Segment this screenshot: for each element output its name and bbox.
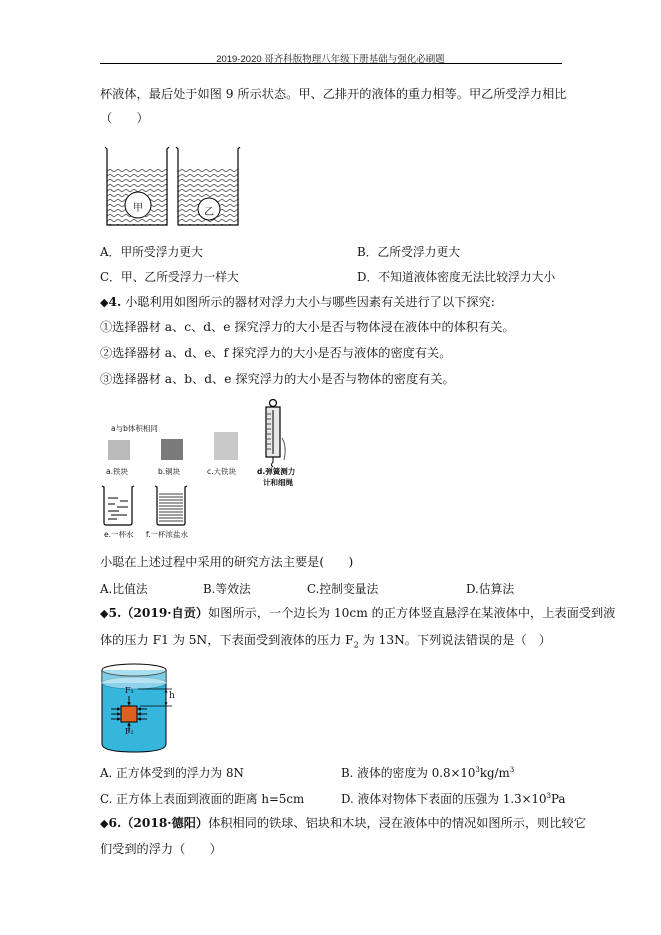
beaker-f-brine [154,484,188,526]
q5-option-d-post: Pa [550,792,566,806]
q5-stem-line2 [100,632,551,653]
q3-stem-line: 杯液体，最后处于如图 9 所示状态。甲、乙排开的液体的重力相等。甲乙所受浮力相比 [100,87,567,101]
ball-jia-label: 甲 [133,203,143,214]
q3-option-b: B．乙所受浮力更大 [357,245,461,259]
q6-marker: ◆ [100,817,109,830]
label-f1: F₁ [125,686,134,695]
q5-line2-b: 为 13N。下列说法错误的是（ ） [358,633,552,647]
q5-marker: ◆ [100,607,109,620]
q4-number: 4. [108,295,122,309]
q5-option-b-sup: 3 [475,766,480,775]
q5-option-d [341,790,565,807]
q4-fig-note: a与b体积相同 [111,424,158,433]
q5-option-b-sup2: 3 [509,766,515,775]
q3-answer-paren: （ ） [100,111,149,125]
q4-stem-text: 小聪利用如图所示的器材对浮力大小与哪些因素有关进行了以下探究: [125,295,495,309]
beaker-e-water [101,484,135,526]
q3-option-c: C．甲、乙所受浮力一样大 [100,270,239,284]
q3-option-a: A．甲所受浮力更大 [100,245,203,259]
q5-line2-a: 体的压力 F1 为 5N，下表面受到液体的压力 F [100,633,354,647]
q5-option-a: A. 正方体受到的浮力为 8N [100,766,244,780]
q4-option-b: B.等效法 [203,582,251,596]
q5-option-d-pre: D. 液体对物体下表面的压强为 1.3×10 [341,792,547,806]
label-a: a.铁块 [106,467,128,476]
q4-option-c: C.控制变量法 [307,582,379,596]
label-c: c.大铁块 [207,467,237,476]
label-f: f.一杯浓盐水 [146,530,188,539]
q5-line1-text: 如图所示，一个边长为 10cm 的正方体竖直悬浮在某液体中，上表面受到液 [208,606,616,620]
q4-option-d: D.估算法 [466,582,515,596]
large-iron-block-c [214,432,238,460]
q5-option-b-post: kg/m [479,766,510,780]
q5-head: 5.（2019·自贡） [108,606,209,620]
q4-item-3: ③选择器材 a、b、d、e 探究浮力的大小是否与物体的密度有关。 [100,372,455,386]
q4-option-a: A.比值法 [100,582,148,596]
q5-option-d-sup: 3 [546,792,551,801]
header-rule [100,63,562,64]
q6-line1-text: 体积相同的铁球、铝块和木块，浸在液体中的情况如图所示，则比较它 [208,816,586,830]
q4-item-1: ①选择器材 a、c、d、e 探究浮力的大小是否与物体浸在液体中的体积有关。 [100,320,515,334]
ball-yi-label: 乙 [204,207,214,218]
label-d-line2: 计和细绳 [263,478,293,487]
q4-marker: ◆ [100,296,109,309]
label-h: h [169,691,175,701]
q5-option-b-pre: B. 液体的密度为 0.8×10 [341,766,476,780]
iron-block-a [108,440,130,460]
copper-block-b [161,439,183,460]
label-e: e.一杯水 [104,530,134,539]
q5-option-c: C. 正方体上表面到液面的距离 h=5cm [100,792,305,806]
q4-question: 小聪在上述过程中采用的研究方法主要是( ) [100,555,354,569]
q4-stem [100,294,495,311]
q3-option-d: D．不知道液体密度无法比较浮力大小 [357,270,556,284]
q3-beakers-figure [100,143,245,233]
q6-stem-line1 [100,815,586,832]
q5-stem-line1 [100,605,615,622]
spring-scale-icon [258,398,288,468]
label-f2: F₂ [125,727,134,736]
label-b: b.铜块 [158,467,181,476]
q6-stem-line2: 们受到的浮力（ ） [100,842,222,856]
page-header-title: 2019-2020 哥齐科版物理八年级下册基础与强化必刷题 [216,54,445,65]
label-d-line1: d.弹簧测力 [257,467,296,476]
q6-head: 6.（2018·德阳） [108,816,209,830]
q4-item-2: ②选择器材 a、d、e、f 探究浮力的大小是否与液体的密度有关。 [100,346,452,360]
q5-cube-in-liquid-figure [100,660,190,755]
q5-line2-sub: 2 [353,640,359,650]
q5-option-b [341,764,514,781]
